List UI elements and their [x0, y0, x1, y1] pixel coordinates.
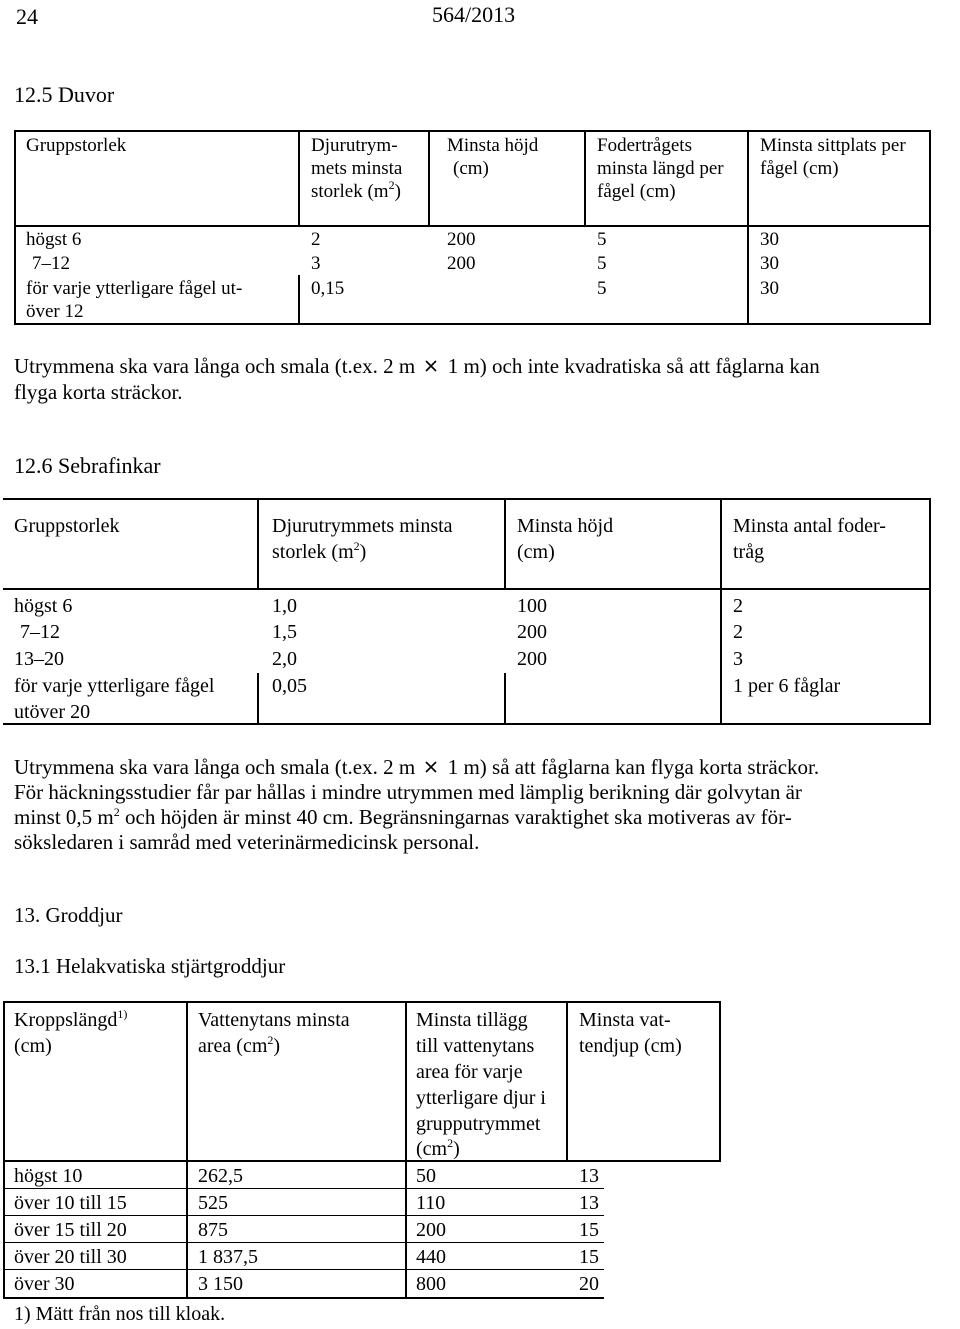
table-cell: 525	[198, 1192, 228, 1214]
column-header: Vattenytans minsta	[198, 1009, 350, 1031]
table-cell: över 12	[26, 301, 84, 322]
column-header: $(cm^2)$	[416, 1136, 460, 1160]
table-cell: 2,0	[272, 648, 297, 670]
column-header: Fodertrågets	[597, 135, 692, 156]
table-cell: 13	[579, 1165, 599, 1187]
table-cell: 13	[579, 1192, 599, 1214]
table-cell: för varje ytterligare fågel ut-	[26, 278, 243, 299]
paragraph-line: minst 0,5 $m^2$ och höjden är minst 40 cm. Begränsningarnas varaktighet ska motiveras av för-	[14, 805, 792, 829]
column-header: storlek $(m^2)$	[272, 539, 367, 563]
table-cell: 0,15	[311, 278, 345, 299]
table-cell: 100	[517, 595, 547, 617]
multiplication-sign-icon	[424, 359, 438, 373]
table-cell: 875	[198, 1219, 228, 1241]
document-number: 564/2013	[432, 2, 516, 27]
paragraph-line: söksledaren i samråd med veterinärmedicinsk personal.	[14, 830, 480, 854]
column-header: minsta längd per	[597, 158, 724, 179]
column-header: Gruppstorlek	[26, 135, 127, 156]
column-header: Minsta vat-	[579, 1009, 671, 1031]
table-cell: 2	[733, 621, 743, 643]
table-cell: 0,05	[272, 675, 307, 697]
column-header: (cm)	[453, 158, 489, 179]
subsection-heading: 13.1 Helakvatiska stjärtgroddjur	[14, 954, 286, 978]
table-cell: över 30	[14, 1273, 75, 1295]
column-header: grupputrymmet	[416, 1113, 541, 1135]
table-cell: 2	[733, 595, 743, 617]
section-heading-groddjur: 13. Groddjur	[14, 903, 123, 927]
column-header: till vattenytans	[416, 1035, 535, 1057]
column-header: Minsta antal foder-	[733, 515, 886, 537]
table-cell: 7–12	[20, 621, 60, 643]
footnote: 1) Mätt från nos till kloak.	[14, 1303, 226, 1325]
column-header: fågel (cm)	[597, 181, 676, 202]
paragraph-duvor-note: Utrymmena ska vara långa och smala (t.ex. 2 m 1 m) och inte kvadratiska så att fåglarna kan	[14, 354, 820, 378]
table-cell: 30	[760, 278, 779, 299]
section-heading-sebrafinkar: 12.6 Sebrafinkar	[14, 453, 161, 478]
column-header: fågel (cm)	[760, 158, 839, 179]
section-heading-duvor: 12.5 Duvor	[14, 82, 115, 107]
column-header: Djurutrymmets minsta	[272, 515, 453, 537]
table-cell: över 15 till 20	[14, 1219, 127, 1241]
table-cell: över 20 till 30	[14, 1246, 127, 1268]
table-cell: 1,0	[272, 595, 297, 617]
column-header: area för varje	[416, 1061, 523, 1083]
column-header: (cm)	[14, 1035, 52, 1057]
column-header: Kroppslängd$^{1)}$	[14, 1007, 128, 1031]
table-cell: 1 per 6 fåglar	[733, 675, 841, 697]
column-header: Minsta höjd	[447, 135, 539, 156]
table-cell: 262,5	[198, 1165, 243, 1187]
table-cell: 200	[517, 648, 547, 670]
column-header: Djurutrym-	[311, 135, 398, 156]
column-header: tråg	[733, 541, 765, 563]
table-cell: högst 10	[14, 1165, 83, 1187]
table-cell: 800	[416, 1273, 446, 1295]
column-header: Minsta sittplats per	[760, 135, 906, 156]
table-cell: 1,5	[272, 621, 297, 643]
table-cell: 20	[579, 1273, 599, 1295]
table-cell: 50	[416, 1165, 436, 1187]
paragraph-duvor-note-line2: flyga korta sträckor.	[14, 380, 183, 404]
table-cell: 15	[579, 1219, 599, 1241]
table-cell: högst 6	[26, 229, 82, 250]
column-header: storlek $(m^2)$	[311, 178, 401, 202]
multiplication-sign-icon	[424, 760, 438, 774]
table-cell: 200	[517, 621, 547, 643]
table-cell: 13–20	[14, 648, 64, 670]
table-cell: utöver 20	[14, 701, 91, 723]
table-cell: 110	[416, 1192, 446, 1214]
table-cell: 3 150	[198, 1273, 243, 1295]
table-cell: över 10 till 15	[14, 1192, 127, 1214]
column-header: Minsta tillägg	[416, 1009, 528, 1031]
table-cell: 1 837,5	[198, 1246, 258, 1268]
table-cell: 2	[311, 229, 321, 250]
table-cell: 200	[416, 1219, 446, 1241]
table-cell: 3	[311, 253, 321, 274]
column-header: (cm)	[517, 541, 555, 563]
table-cell: 440	[416, 1246, 446, 1268]
table-cell: 30	[760, 253, 779, 274]
table-cell: 200	[447, 229, 476, 250]
column-header: ytterligare djur i	[416, 1087, 546, 1109]
table-cell: 7–12	[32, 253, 70, 274]
table-cell: högst 6	[14, 595, 73, 617]
table-cell: 5	[597, 278, 607, 299]
table-cell: 30	[760, 229, 779, 250]
column-header: area $(cm^2)$	[198, 1033, 281, 1057]
column-header: Minsta höjd	[517, 515, 614, 537]
table-cell: 5	[597, 253, 607, 274]
paragraph-line: För häckningsstudier får par hållas i mindre utrymmen med lämplig berikning där golvytan är	[14, 780, 802, 804]
table-cell: 5	[597, 229, 607, 250]
table-cell: 200	[447, 253, 476, 274]
table-cell: 3	[733, 648, 743, 670]
table-cell: för varje ytterligare fågel	[14, 675, 215, 697]
column-header: tendjup (cm)	[579, 1035, 682, 1057]
page-number: 24	[16, 4, 38, 29]
column-header: Gruppstorlek	[14, 515, 120, 537]
paragraph-sebrafinkar-note: Utrymmena ska vara långa och smala (t.ex. 2 m 1 m) så att fåglarna kan flyga korta sträckor.	[14, 755, 820, 779]
column-header: mets minsta	[311, 158, 403, 179]
table-cell: 15	[579, 1246, 599, 1268]
